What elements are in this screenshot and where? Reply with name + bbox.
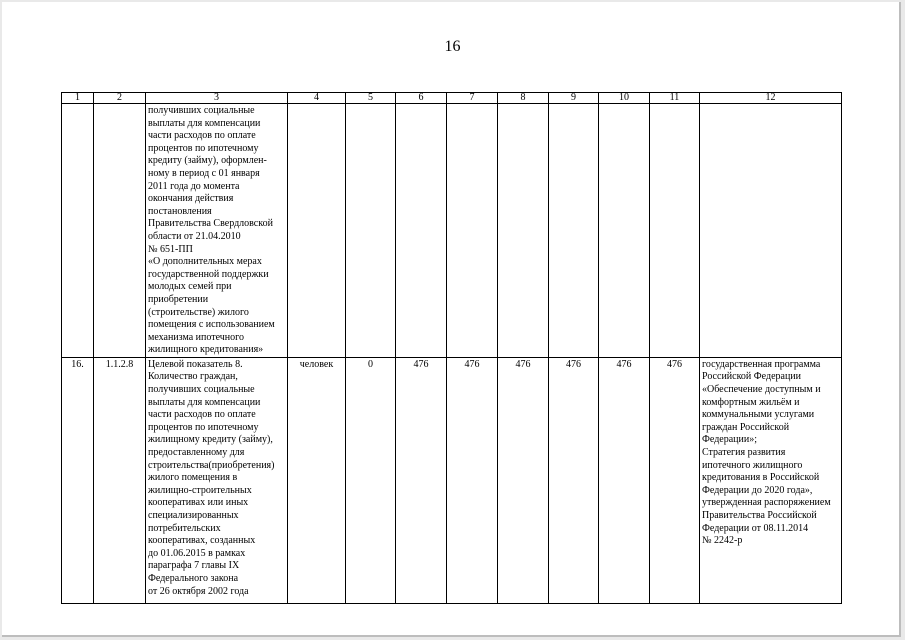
text-line: кооперативах или иных xyxy=(148,497,249,509)
indicators-table xyxy=(61,92,842,604)
text-line: комфортным жильём и xyxy=(702,396,800,408)
source-document xyxy=(700,357,842,603)
text-line: кооперативах, созданных xyxy=(148,535,256,547)
text-line: Количество граждан, xyxy=(148,371,238,383)
text-line: государственной поддержки xyxy=(148,268,269,280)
text-line: Федерации»; xyxy=(702,434,758,446)
text-line: «Обеспечение доступным и xyxy=(702,384,821,396)
column-number: 5 xyxy=(346,93,396,104)
text-line: кредиту (займу), оформлен- xyxy=(148,155,267,167)
text-line: Российской Федерации xyxy=(702,371,802,383)
text-line: получивших социальные xyxy=(148,384,255,396)
text-line: от 26 октября 2002 года xyxy=(148,585,249,597)
text-line: Стратегия развития xyxy=(702,447,786,459)
text-line: выплаты для компенсации xyxy=(148,117,261,129)
column-number: 11 xyxy=(650,93,700,104)
text-line: окончания действия xyxy=(148,193,234,205)
text-line: коммунальными услугами xyxy=(702,409,815,421)
text-line: выплаты для компенсации xyxy=(148,396,261,408)
text-line: № 651-ПП xyxy=(148,243,193,255)
text-line: ипотечного жилищного xyxy=(702,459,803,471)
indicator-description xyxy=(146,104,288,358)
text-line: граждан Российской xyxy=(702,421,790,433)
value-col6: 476 xyxy=(396,357,447,603)
text-line: «О дополнительных мерах xyxy=(148,256,262,268)
text-line: части расходов по оплате xyxy=(148,130,256,142)
text-line: ному в период с 01 января xyxy=(148,167,260,179)
column-number: 1 xyxy=(62,93,94,104)
text-line: жилого помещения в xyxy=(148,472,238,484)
text-line: потребительских xyxy=(148,522,221,534)
page-number: 16 xyxy=(444,38,461,55)
table-row xyxy=(62,357,842,603)
text-line: кредитования в Российской xyxy=(702,472,820,484)
text-line: постановления xyxy=(148,205,212,217)
column-numbers-row xyxy=(62,93,842,104)
column-number: 9 xyxy=(549,93,599,104)
text-line: молодых семей при xyxy=(148,281,232,293)
text-line: параграфа 7 главы IX xyxy=(148,560,240,572)
column-number: 7 xyxy=(447,93,498,104)
text-line: получивших социальные xyxy=(148,105,255,116)
text-line: помещения с использованием xyxy=(148,319,275,331)
text-line: Целевой показатель 8. xyxy=(148,358,243,370)
column-number: 2 xyxy=(94,93,146,104)
value-col9: 476 xyxy=(549,357,599,603)
column-number: 6 xyxy=(396,93,447,104)
column-number: 4 xyxy=(288,93,346,104)
indicator-description xyxy=(146,357,288,603)
text-line: механизма ипотечного xyxy=(148,331,245,343)
text-line: Федерации от 08.11.2014 xyxy=(702,522,809,534)
text-line: Правительства Российской xyxy=(702,510,817,521)
text-line: предоставленному для xyxy=(148,447,245,459)
value-col11: 476 xyxy=(650,357,700,603)
text-line: приобретении xyxy=(148,293,209,305)
text-line: жилищного кредитования» xyxy=(148,344,264,356)
text-line: 2011 года до момента xyxy=(148,180,240,192)
text-line: (строительстве) жилого xyxy=(148,306,249,318)
unit-of-measure: человек xyxy=(288,357,346,603)
column-number: 8 xyxy=(498,93,549,104)
value-col7: 476 xyxy=(447,357,498,603)
text-line: части расходов по оплате xyxy=(148,409,256,421)
text-line: процентов по ипотечному xyxy=(148,421,259,433)
text-line: специализированных xyxy=(148,510,239,521)
value-col5: 0 xyxy=(346,357,396,603)
text-line: Федерации до 2020 года», xyxy=(702,484,813,496)
text-line: процентов по ипотечному xyxy=(148,142,259,154)
text-line: жилищно-строительных xyxy=(148,484,252,496)
text-line: государственная программа xyxy=(702,358,821,370)
row-code: 1.1.2.8 xyxy=(94,357,146,603)
text-line: жилищному кредиту (займу), xyxy=(148,434,273,446)
column-number: 10 xyxy=(599,93,650,104)
text-line: утвержденная распоряжением xyxy=(702,497,831,509)
value-col8: 476 xyxy=(498,357,549,603)
text-line: № 2242-р xyxy=(702,535,743,547)
text-line: Правительства Свердловской xyxy=(148,218,273,230)
row-number: 16. xyxy=(62,357,94,603)
text-line: Федерального закона xyxy=(148,572,239,584)
text-line: строительства(приобретения) xyxy=(148,459,275,471)
text-line: области от 21.04.2010 xyxy=(148,230,241,242)
column-number: 12 xyxy=(700,93,842,104)
value-col10: 476 xyxy=(599,357,650,603)
text-line: до 01.06.2015 в рамках xyxy=(148,547,246,559)
column-number: 3 xyxy=(146,93,288,104)
continuation-row xyxy=(62,104,842,358)
